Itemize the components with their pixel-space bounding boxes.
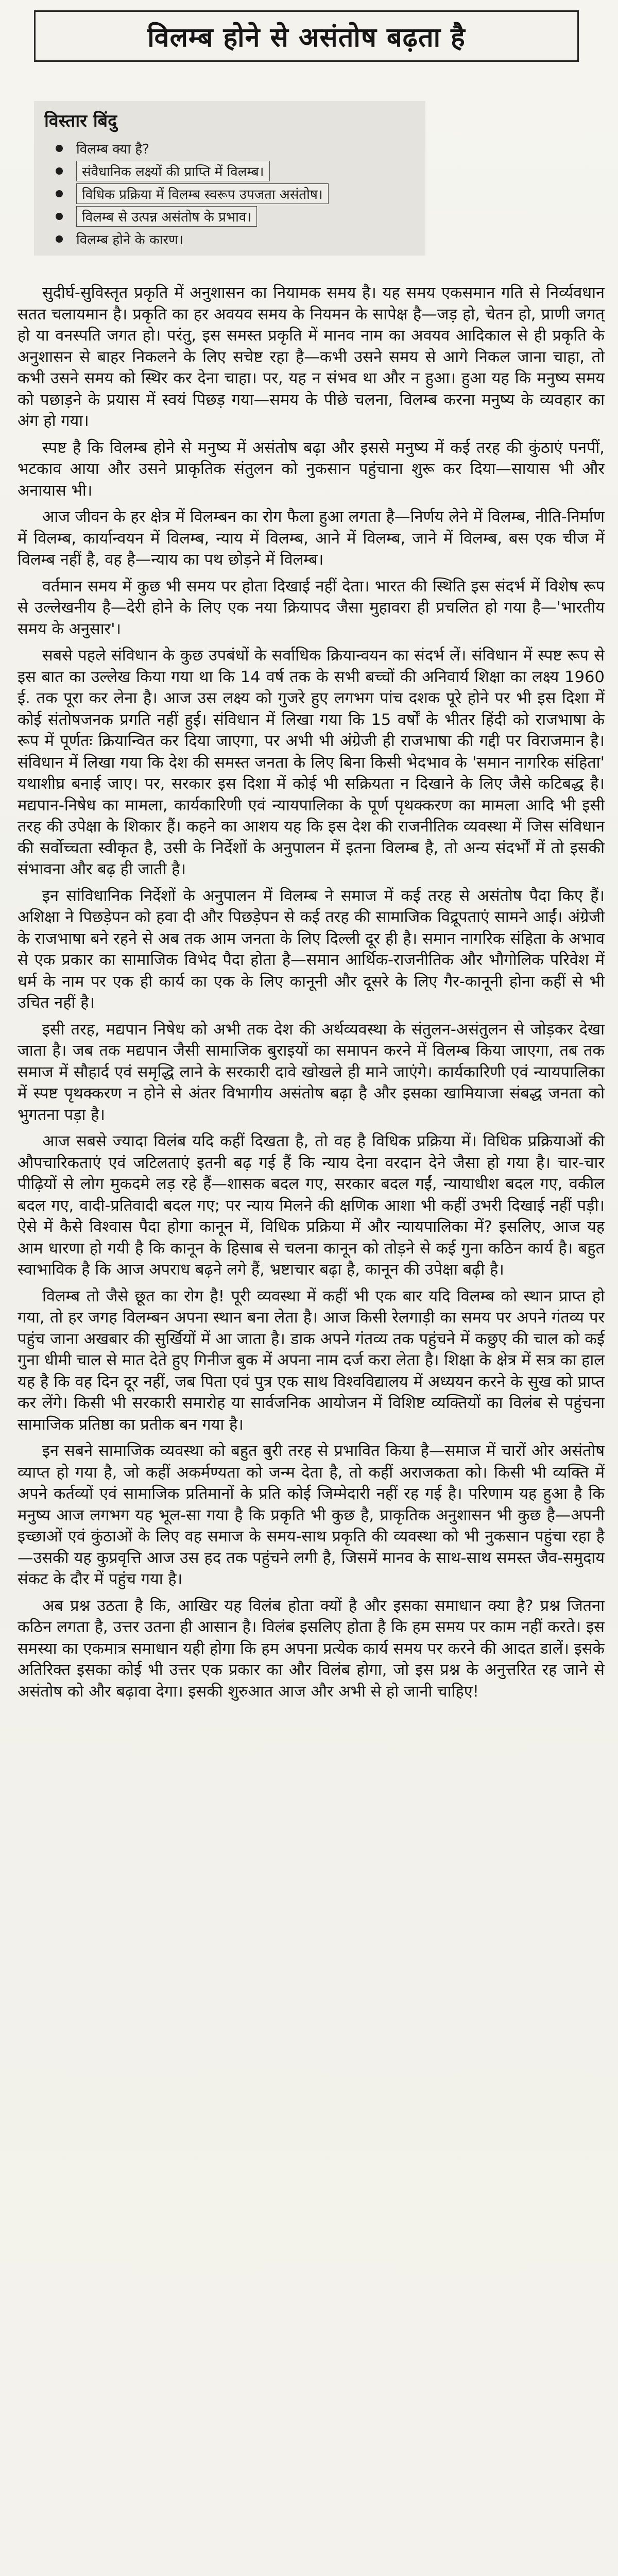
list-item bbox=[44, 229, 415, 249]
outline-point: विलम्ब क्या है? bbox=[76, 142, 149, 157]
outline-list bbox=[44, 138, 415, 249]
bullet-icon bbox=[56, 213, 63, 220]
essay-paragraph: स्पष्ट है कि विलम्ब होने से मनुष्य में असंतोष बढ़ा और इससे मनुष्य में कई तरह की कुंठाएं पनपीं, भटकाव आया और उसने प्राकृतिक संतुलन को नुकसान पहुंचाना शुरू कर दिया—सायास भी और अनायास भी। bbox=[18, 438, 605, 500]
outline-point: संवैधानिक लक्ष्यों की प्राप्ति में विलम्ब। bbox=[76, 161, 270, 181]
essay-paragraph: आज जीवन के हर क्षेत्र में विलम्बन का रोग फैला हुआ लगता है—निर्णय लेने में विलम्ब, नीति-निर्माण में विलम्ब, कार्यान्वयन में विलम्ब, न्याय में विलम्ब, आने में विलम्ब, जाने में विलम्ब, बस एक चीज में विलम्ब नहीं है, वह है—न्याय का पथ छोड़ने में विलम्ब। bbox=[18, 508, 605, 569]
bullet-icon bbox=[56, 235, 63, 243]
bullet-icon bbox=[56, 167, 63, 175]
outline-point: विलम्ब होने के कारण। bbox=[76, 232, 183, 248]
title-box bbox=[34, 10, 579, 62]
essay-paragraph: इन सांविधानिक निर्देशों के अनुपालन में विलम्ब ने समाज में कई तरह से असंतोष पैदा किए हैं। अशिक्षा ने पिछड़ेपन को हवा दी और पिछड़ेपन से कई तरह की सामाजिक विद्रूपताएं सामने आईं। अंग्रेजी के राजभाषा बने रहने से अब तक आम जनता के लिए दिल्ली दूर ही है। समान नागरिक संहिता के अभाव से एक प्रकार का सामाजिक विभेद पैदा होता है—समान आर्थिक-राजनीतिक और भौगोलिक परिवेश में धर्म के नाम पर एक ही कार्य का एक के लिए कानूनी और दूसरे के लिए गैर-कानूनी होना कहीं से भी उचित नहीं है। bbox=[18, 887, 605, 1012]
essay-paragraph: सबसे पहले संविधान के कुछ उपबंधों के सर्वाधिक क्रियान्वयन का संदर्भ लें। संविधान में स्पष्ट रूप से इस बात का उल्लेख किया गया था कि 14 वर्ष तक के सभी बच्चों की अनिवार्य शिक्षा का लक्ष्य 1960 ई. तक पूरा कर लेना है। आज उस लक्ष्य को गुजरे हुए लगभग पांच दशक पूरे होने पर भी इस दिशा में कोई संतोषजनक प्रगति नहीं हुई। संविधान में लिखा गया कि 15 वर्षों के भीतर हिंदी को राजभाषा के रूप में पूर्णतः क्रियान्वित कर दिया जाएगा, पर अभी भी अंग्रेजी ही राजभाषा की गद्दी पर विराजमान है। संविधान में लिखा गया कि देश की समस्त जनता के लिए बिना किसी भेदभाव के 'समान नागरिक संहिता' यथाशीघ्र बनाई जाए। पर, सरकार इस दिशा में कोई भी सक्रियता न दिखाने के लिए जैसे कटिबद्ध है। मद्यपान-निषेध का मामला, कार्यकारिणी एवं न्यायपालिका के पूर्ण पृथक्करण का मामला आदि भी इसी तरह की उपेक्षा के शिकार हैं। कहने का आशय यह कि इस देश की राजनीतिक व्यवस्था में जिस संविधान की सर्वोच्चता स्वीकृत है, उसी के निर्देशों के अनुपालन में इतना विलम्ब है, तो अन्य संदर्भों में तो इसकी संभावना और बढ़ ही जाती है। bbox=[18, 647, 605, 878]
outline-box bbox=[34, 101, 425, 256]
outline-point: विलम्ब से उत्पन्न असंतोष के प्रभाव। bbox=[76, 206, 257, 227]
essay-paragraph: सुदीर्घ-सुविस्तृत प्रकृति में अनुशासन का नियामक समय है। यह समय एकसमान गति से निर्व्यवधान सतत चलायमान है। प्रकृति का हर अवयव समय के नियमन के सापेक्ष है—जड़ हो, चेतन हो, प्राणी जगत् हो या वनस्पति जगत हो। परंतु, इस समस्त प्रकृति में मानव नाम का अवयव आदिकाल से ही प्रकृति के अनुशासन से बाहर निकलने के लिए सचेष्ट रहा है—कभी उसने समय से आगे निकल जाना चाहा, तो कभी उसने समय को स्थिर कर देना चाहा। पर, यह न संभव था और न हुआ। हुआ यह कि मनुष्य समय को पछाड़ने के प्रयास में स्वयं पिछड़ गया—समय के पीछे चलना, विलम्ब करना मनुष्य के व्यवहार का अंग हो गया। bbox=[18, 284, 605, 430]
list-item bbox=[44, 161, 415, 181]
essay-paragraph: विलम्ब तो जैसे छूत का रोग है! पूरी व्यवस्था में कहीं भी एक बार यदि विलम्ब को स्थान प्राप्त हो गया, तो हर जगह विलम्बन अपना स्थान बना लेता है। आज किसी रेलगाड़ी का समय पर अपने गंतव्य पर पहुंच जाना अखबार की सुर्खियों में आ जाता है। डाक अपने गंतव्य तक पहुंचने में कछुए की चाल को कई गुना धीमी चाल से मात देते हुए गिनीज बुक में अपना नाम दर्ज करा लेता है। शिक्षा के क्षेत्र में सत्र का हाल यह है कि वह दिन दूर नहीं, जब पिता एवं पुत्र एक साथ विश्वविद्यालय में अध्ययन करने के सुख को प्राप्त कर लेंगे। किसी भी सरकारी समारोह या सार्वजनिक आयोजन में विशिष्ट व्यक्तियों का विलंब से पहुंचना सामाजिक प्रतिष्ठा का प्रतीक बन गया है। bbox=[18, 1287, 605, 1434]
essay-paragraph: इन सबने सामाजिक व्यवस्था को बहुत बुरी तरह से प्रभावित किया है—समाज में चारों ओर असंतोष व्याप्त हो गया है, जो कहीं अकर्मण्यता को जन्म देता है, तो कहीं अराजकता को। किसी भी व्यक्ति में अपने कर्तव्यों एवं सामाजिक प्रतिमानों के प्रति कोई जिम्मेदारी नहीं रह गई है। परिणाम यह हुआ है कि मनुष्य आज लगभग यह भूल-सा गया है कि प्रकृति भी कुछ है, प्राकृतिक अनुशासन भी कुछ है—अपनी इच्छाओं एवं कुंठाओं के लिए वह समाज के समय-साथ प्रकृति की व्यवस्था को भी नुकसान पहुंचा रहा है—उसकी यह कुप्रवृत्ति आज उस हद तक पहुंचने लगी है, जिसमें मानव के साथ-साथ समस्त जैव-समुदाय संकट के दौर में पहुंच गया है। bbox=[18, 1442, 605, 1588]
essay-paragraph: अब प्रश्न उठता है कि, आखिर यह विलंब होता क्यों है और इसका समाधान क्या है? प्रश्न जितना कठिन लगता है, उत्तर उतना ही आसान है। विलंब इसलिए होता है कि हम समय पर काम नहीं करते। इस समस्या का एकमात्र समाधान यही होगा कि हम अपना प्रत्येक कार्य समय पर करने की आदत डालें। इसके अतिरिक्त इसका कोई भी उत्तर एक प्रकार का और विलंब होगा, जो इस प्रश्न के अनुत्तरित रह जाने से असंतोष को और बढ़ावा देगा। इसकी शुरुआत आज और अभी से हो जानी चाहिए! bbox=[18, 1597, 605, 1701]
bullet-icon bbox=[56, 190, 63, 197]
page-title: विलम्ब होने से असंतोष बढ़ता है bbox=[147, 22, 466, 53]
list-item bbox=[44, 138, 415, 159]
essay-paragraph: वर्तमान समय में कुछ भी समय पर होता दिखाई नहीं देता। भारत की स्थिति इस संदर्भ में विशेष रूप से उल्लेखनीय है—देरी होने के लिए एक नया क्रियापद जैसा मुहावरा ही प्रचलित हो गया है—'भारतीय समय के अनुसार'। bbox=[18, 577, 605, 638]
essay-paragraph: इसी तरह, मद्यपान निषेध को अभी तक देश की अर्थव्यवस्था के संतुलन-असंतुलन से जोड़कर देखा जाता है। जब तक मद्यपान जैसी सामाजिक बुराइयों का समापन करने में विलम्ब किया जाएगा, तब तक समाज में सौहार्द एवं समृद्धि लाने के सरकारी दावे खोखले ही माने जाएंगे। कार्यकारिणी एवं न्यायपालिका में स्पष्ट पृथक्करण न होने से अंतर विभागीय असंतोष बढ़ा है और इसका खामियाजा संबद्ध जनता को भुगतना पड़ा है। bbox=[18, 1020, 605, 1124]
essay-body bbox=[18, 282, 605, 2576]
outline-point: विधिक प्रक्रिया में विलम्ब स्वरूप उपजता असंतोष। bbox=[76, 183, 329, 204]
bullet-icon bbox=[56, 145, 63, 152]
outline-heading: विस्तार बिंदु bbox=[44, 111, 117, 131]
list-item bbox=[44, 183, 415, 204]
essay-paragraph: आज सबसे ज्यादा विलंब यदि कहीं दिखता है, तो वह है विधिक प्रक्रिया में। विधिक प्रक्रियाओं की औपचारिकताएं एवं जटिलताएं इतनी बढ़ गई हैं कि न्याय देना वरदान देने जैसा हो गया है। चार-चार पीढ़ियों से लोग मुकदमे लड़ रहे हैं—शासक बदल गए, सरकार बदल गईं, न्यायाधीश बदल गए, वकील बदल गए, वादी-प्रतिवादी बदल गए; पर न्याय मिलने की क्षणिक आशा भी कहीं उभरी दिखाई नहीं पड़ी। ऐसे में कैसे विश्वास पैदा होगा कानून में, विधिक प्रक्रिया में और न्यायपालिका में? इसलिए, आज यह आम धारणा हो गयी है कि कानून के हिसाब से चलना कानून को तोड़ने से कई गुना कठिन कार्य है। बहुत स्वाभाविक है कि आज अपराध बढ़ने लगे हैं, भ्रष्टाचार बढ़ा है, कानून की उपेक्षा बढ़ी है। bbox=[18, 1132, 605, 1279]
list-item bbox=[44, 206, 415, 227]
